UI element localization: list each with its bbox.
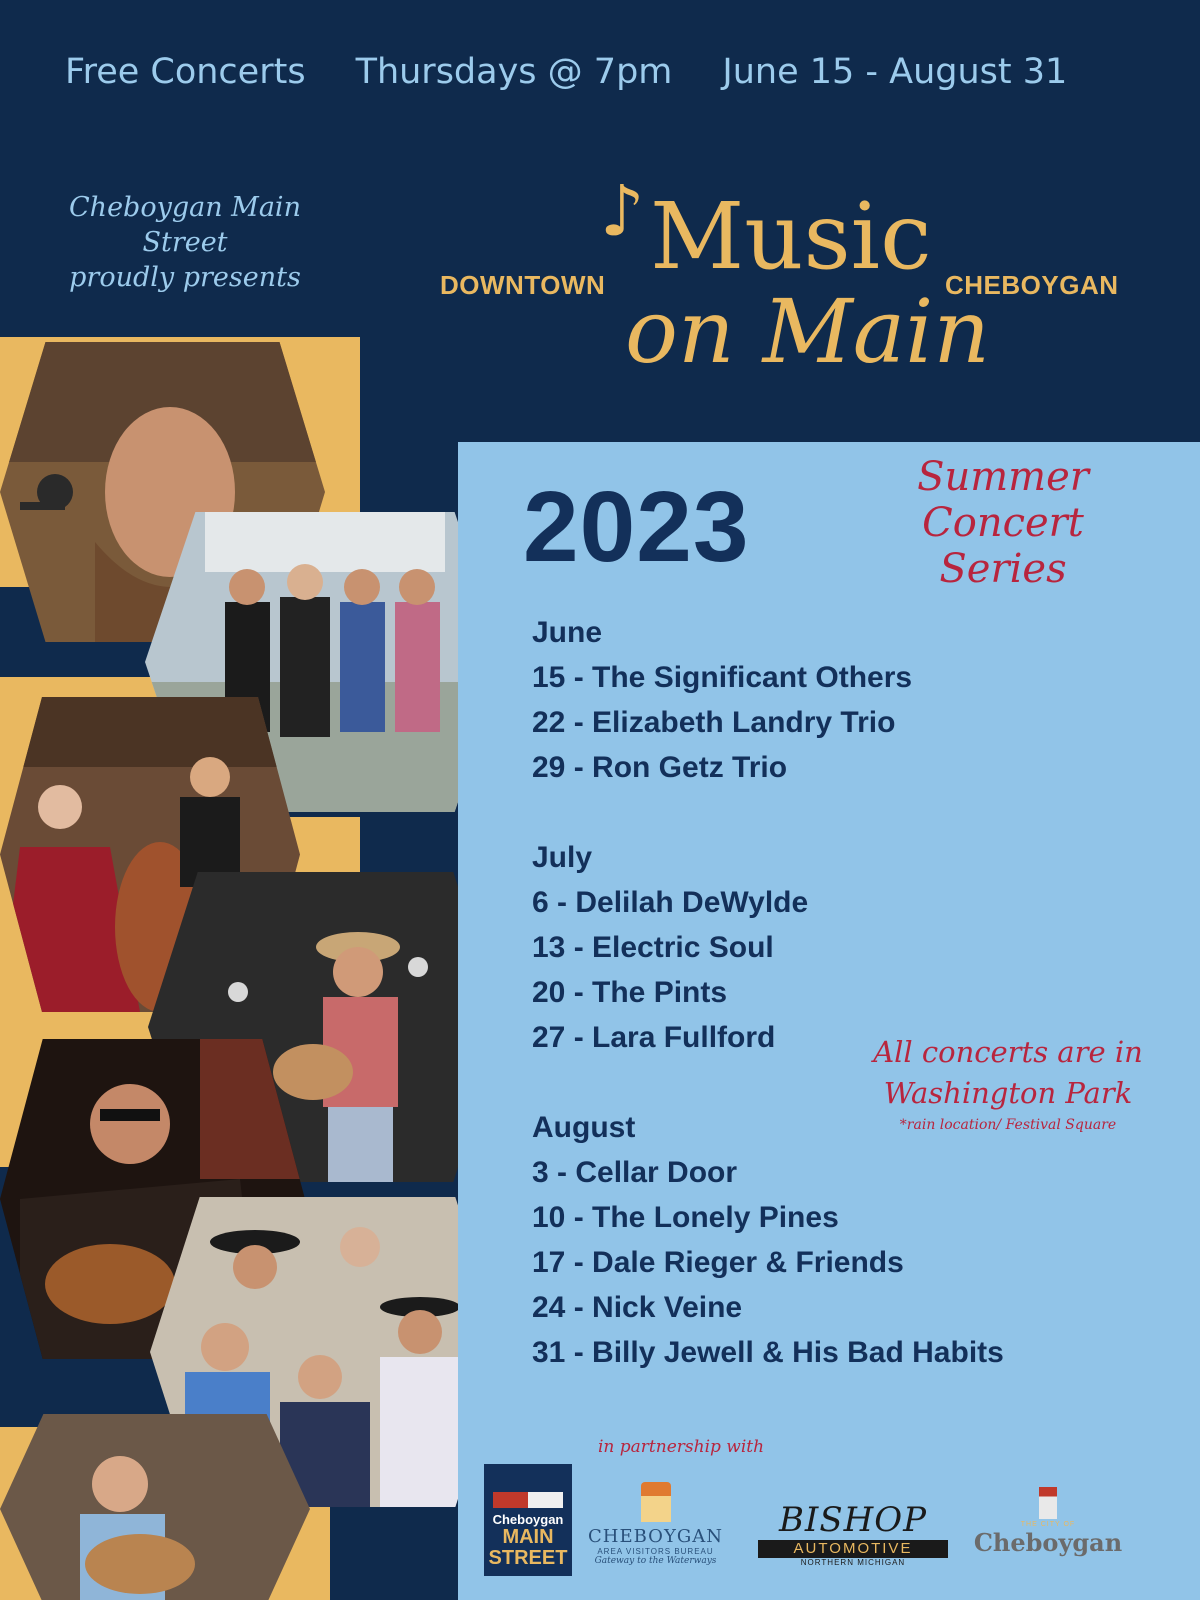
date-range-text: June 15 - August 31 bbox=[722, 52, 1068, 92]
flag-icon bbox=[493, 1492, 563, 1508]
season-year: 2023 bbox=[523, 471, 750, 583]
month-august bbox=[532, 1105, 1152, 1375]
concert-item: 20 - The Pints bbox=[532, 976, 728, 1009]
concert-item: 27 - Lara Fullford bbox=[532, 1021, 776, 1054]
photo-collage bbox=[0, 337, 505, 1600]
concert-item: 24 - Nick Veine bbox=[532, 1291, 743, 1324]
cvb-logo-subtitle: AREA VISITORS BUREAU bbox=[597, 1547, 714, 1556]
presenter-tagline bbox=[45, 190, 325, 295]
lighthouse-icon bbox=[641, 1482, 671, 1522]
cheboygan-main-street-logo bbox=[484, 1464, 572, 1576]
series-title-line-2: Concert Series bbox=[922, 500, 1084, 592]
bishop-logo-region: NORTHERN MICHIGAN bbox=[800, 1558, 906, 1567]
schedule-time-text: Thursdays @ 7pm bbox=[355, 52, 673, 92]
city-logo-prefix: THE CITY OF bbox=[1020, 1521, 1076, 1528]
cvb-logo-name: CHEBOYGAN bbox=[588, 1526, 723, 1547]
free-concerts-text: Free Concerts bbox=[65, 52, 306, 92]
month-label: July bbox=[532, 841, 593, 874]
cvb-logo-tagline: Gateway to the Waterways bbox=[594, 1556, 717, 1566]
logo-title: Music bbox=[650, 183, 932, 290]
event-info-line bbox=[0, 52, 1200, 92]
city-of-cheboygan-logo bbox=[973, 1487, 1123, 1572]
concert-item: 6 - Delilah DeWylde bbox=[532, 886, 809, 919]
schedule-panel bbox=[458, 442, 1200, 1600]
rain-location-note: *rain location/ Festival Square bbox=[899, 1117, 1117, 1134]
music-on-main-logo bbox=[440, 165, 1170, 405]
series-title-line-1: Summer bbox=[917, 454, 1089, 500]
concert-item: 31 - Billy Jewell & His Bad Habits bbox=[532, 1336, 1004, 1369]
city-logo-name: Cheboygan bbox=[973, 1528, 1123, 1557]
mainstreet-logo-main: MAIN bbox=[502, 1526, 554, 1548]
bishop-automotive-logo bbox=[758, 1500, 948, 1575]
visitors-bureau-logo bbox=[583, 1482, 728, 1577]
concert-item: 10 - The Lonely Pines bbox=[532, 1201, 839, 1234]
lighthouse-icon bbox=[1039, 1487, 1057, 1519]
presenter-line-2: proudly presents bbox=[69, 262, 301, 294]
concert-item: 17 - Dale Rieger & Friends bbox=[532, 1246, 904, 1279]
logo-subtitle: on Main bbox=[625, 280, 991, 383]
bishop-logo-subtitle: AUTOMOTIVE bbox=[758, 1540, 948, 1558]
month-label: June bbox=[532, 616, 603, 649]
location-line-1: All concerts are in bbox=[873, 1035, 1143, 1069]
concert-schedule bbox=[532, 610, 1152, 1420]
presenter-line-1: Cheboygan Main Street bbox=[69, 192, 301, 259]
logo-downtown: DOWNTOWN bbox=[440, 270, 606, 300]
mainstreet-logo-street: STREET bbox=[488, 1547, 568, 1569]
month-june bbox=[532, 610, 1152, 790]
logo-cheboygan: CHEBOYGAN bbox=[945, 270, 1119, 300]
location-line-2: Washington Park bbox=[883, 1075, 1133, 1110]
month-july bbox=[532, 835, 1152, 1060]
acoustic-singer-photo bbox=[0, 1414, 310, 1600]
concert-item: 29 - Ron Getz Trio bbox=[532, 751, 788, 784]
concert-item: 15 - The Significant Others bbox=[532, 661, 913, 694]
mainstreet-logo-city: Cheboygan bbox=[492, 1512, 564, 1527]
month-label: August bbox=[532, 1111, 636, 1144]
concert-item: 13 - Electric Soul bbox=[532, 931, 774, 964]
series-title bbox=[858, 454, 1148, 592]
concert-item: 3 - Cellar Door bbox=[532, 1156, 738, 1189]
bishop-logo-name: BISHOP bbox=[778, 1500, 928, 1540]
location-note bbox=[868, 1032, 1148, 1133]
partnership-label: in partnership with bbox=[598, 1437, 765, 1457]
music-note-icon: ♪ bbox=[600, 170, 645, 252]
concert-item: 22 - Elizabeth Landry Trio bbox=[532, 706, 896, 739]
